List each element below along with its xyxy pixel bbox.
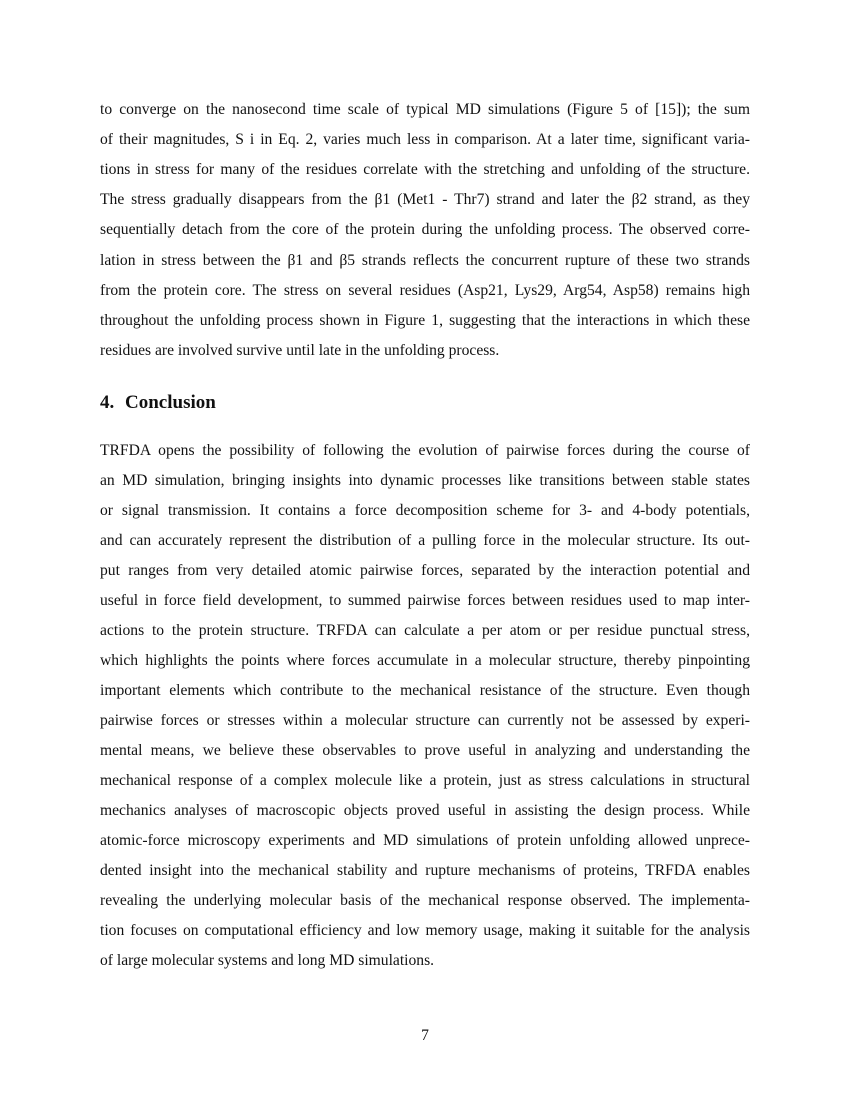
text-line: and can accurately represent the distribution of a pulling force in the molecular structure. Its out-	[100, 532, 750, 549]
text-line: mechanical response of a complex molecule like a protein, just as stress calculations in structural	[100, 772, 750, 789]
text-line: sequentially detach from the core of the protein during the unfolding process. The observed corre-	[100, 221, 750, 238]
text-line: TRFDA opens the possibility of following the evolution of pairwise forces during the course of	[100, 442, 750, 459]
text-line: dented insight into the mechanical stability and rupture mechanisms of proteins, TRFDA enables	[100, 862, 750, 879]
text-line: tions in stress for many of the residues correlate with the stretching and unfolding of the structure.	[100, 161, 750, 178]
text-line: residues are involved survive until late in the unfolding process.	[100, 342, 500, 359]
text-line: to converge on the nanosecond time scale of typical MD simulations (Figure 5 of [15]); the sum	[100, 101, 750, 118]
text-line: useful in force field development, to summed pairwise forces between residues used to map inter-	[100, 592, 750, 609]
text-line: important elements which contribute to the mechanical resistance of the structure. Even though	[100, 682, 750, 699]
text-line: an MD simulation, bringing insights into dynamic processes like transitions between stable states	[100, 472, 750, 489]
text-line: atomic-force microscopy experiments and MD simulations of protein unfolding allowed unprece-	[100, 832, 750, 849]
text-line: actions to the protein structure. TRFDA can calculate a per atom or per residue punctual stress,	[100, 622, 750, 639]
text-line: of large molecular systems and long MD simulations.	[100, 952, 435, 969]
section-title: Conclusion	[125, 392, 216, 413]
text-line: put ranges from very detailed atomic pairwise forces, separated by the interaction potential and	[100, 562, 750, 579]
text-line: throughout the unfolding process shown in Figure 1, suggesting that the interactions in which these	[100, 312, 750, 329]
text-line: tion focuses on computational efficiency and low memory usage, making it suitable for the analysis	[100, 922, 750, 939]
text-line: revealing the underlying molecular basis of the mechanical response observed. The implementa-	[100, 892, 750, 909]
text-line: of their magnitudes, S i in Eq. 2, varies much less in comparison. At a later time, significant varia-	[100, 131, 750, 148]
text-line: or signal transmission. It contains a force decomposition scheme for 3- and 4-body potentials,	[100, 502, 750, 519]
section-number: 4.	[100, 392, 115, 413]
text-line: mechanics analyses of macroscopic objects proved useful in assisting the design process. While	[100, 802, 750, 819]
text-line: lation in stress between the β1 and β5 strands reflects the concurrent rupture of these two strands	[100, 252, 750, 269]
text-line: from the protein core. The stress on several residues (Asp21, Lys29, Arg54, Asp58) remains high	[100, 282, 750, 299]
section-heading	[100, 392, 216, 414]
text-line: which highlights the points where forces accumulate in a molecular structure, thereby pinpointing	[100, 652, 750, 669]
page-number: 7	[421, 1027, 429, 1044]
text-line: The stress gradually disappears from the β1 (Met1 - Thr7) strand and later the β2 strand, as they	[100, 191, 750, 208]
text-line: pairwise forces or stresses within a molecular structure can currently not be assessed by experi-	[100, 712, 750, 729]
text-line: mental means, we believe these observables to prove useful in analyzing and understanding the	[100, 742, 750, 759]
